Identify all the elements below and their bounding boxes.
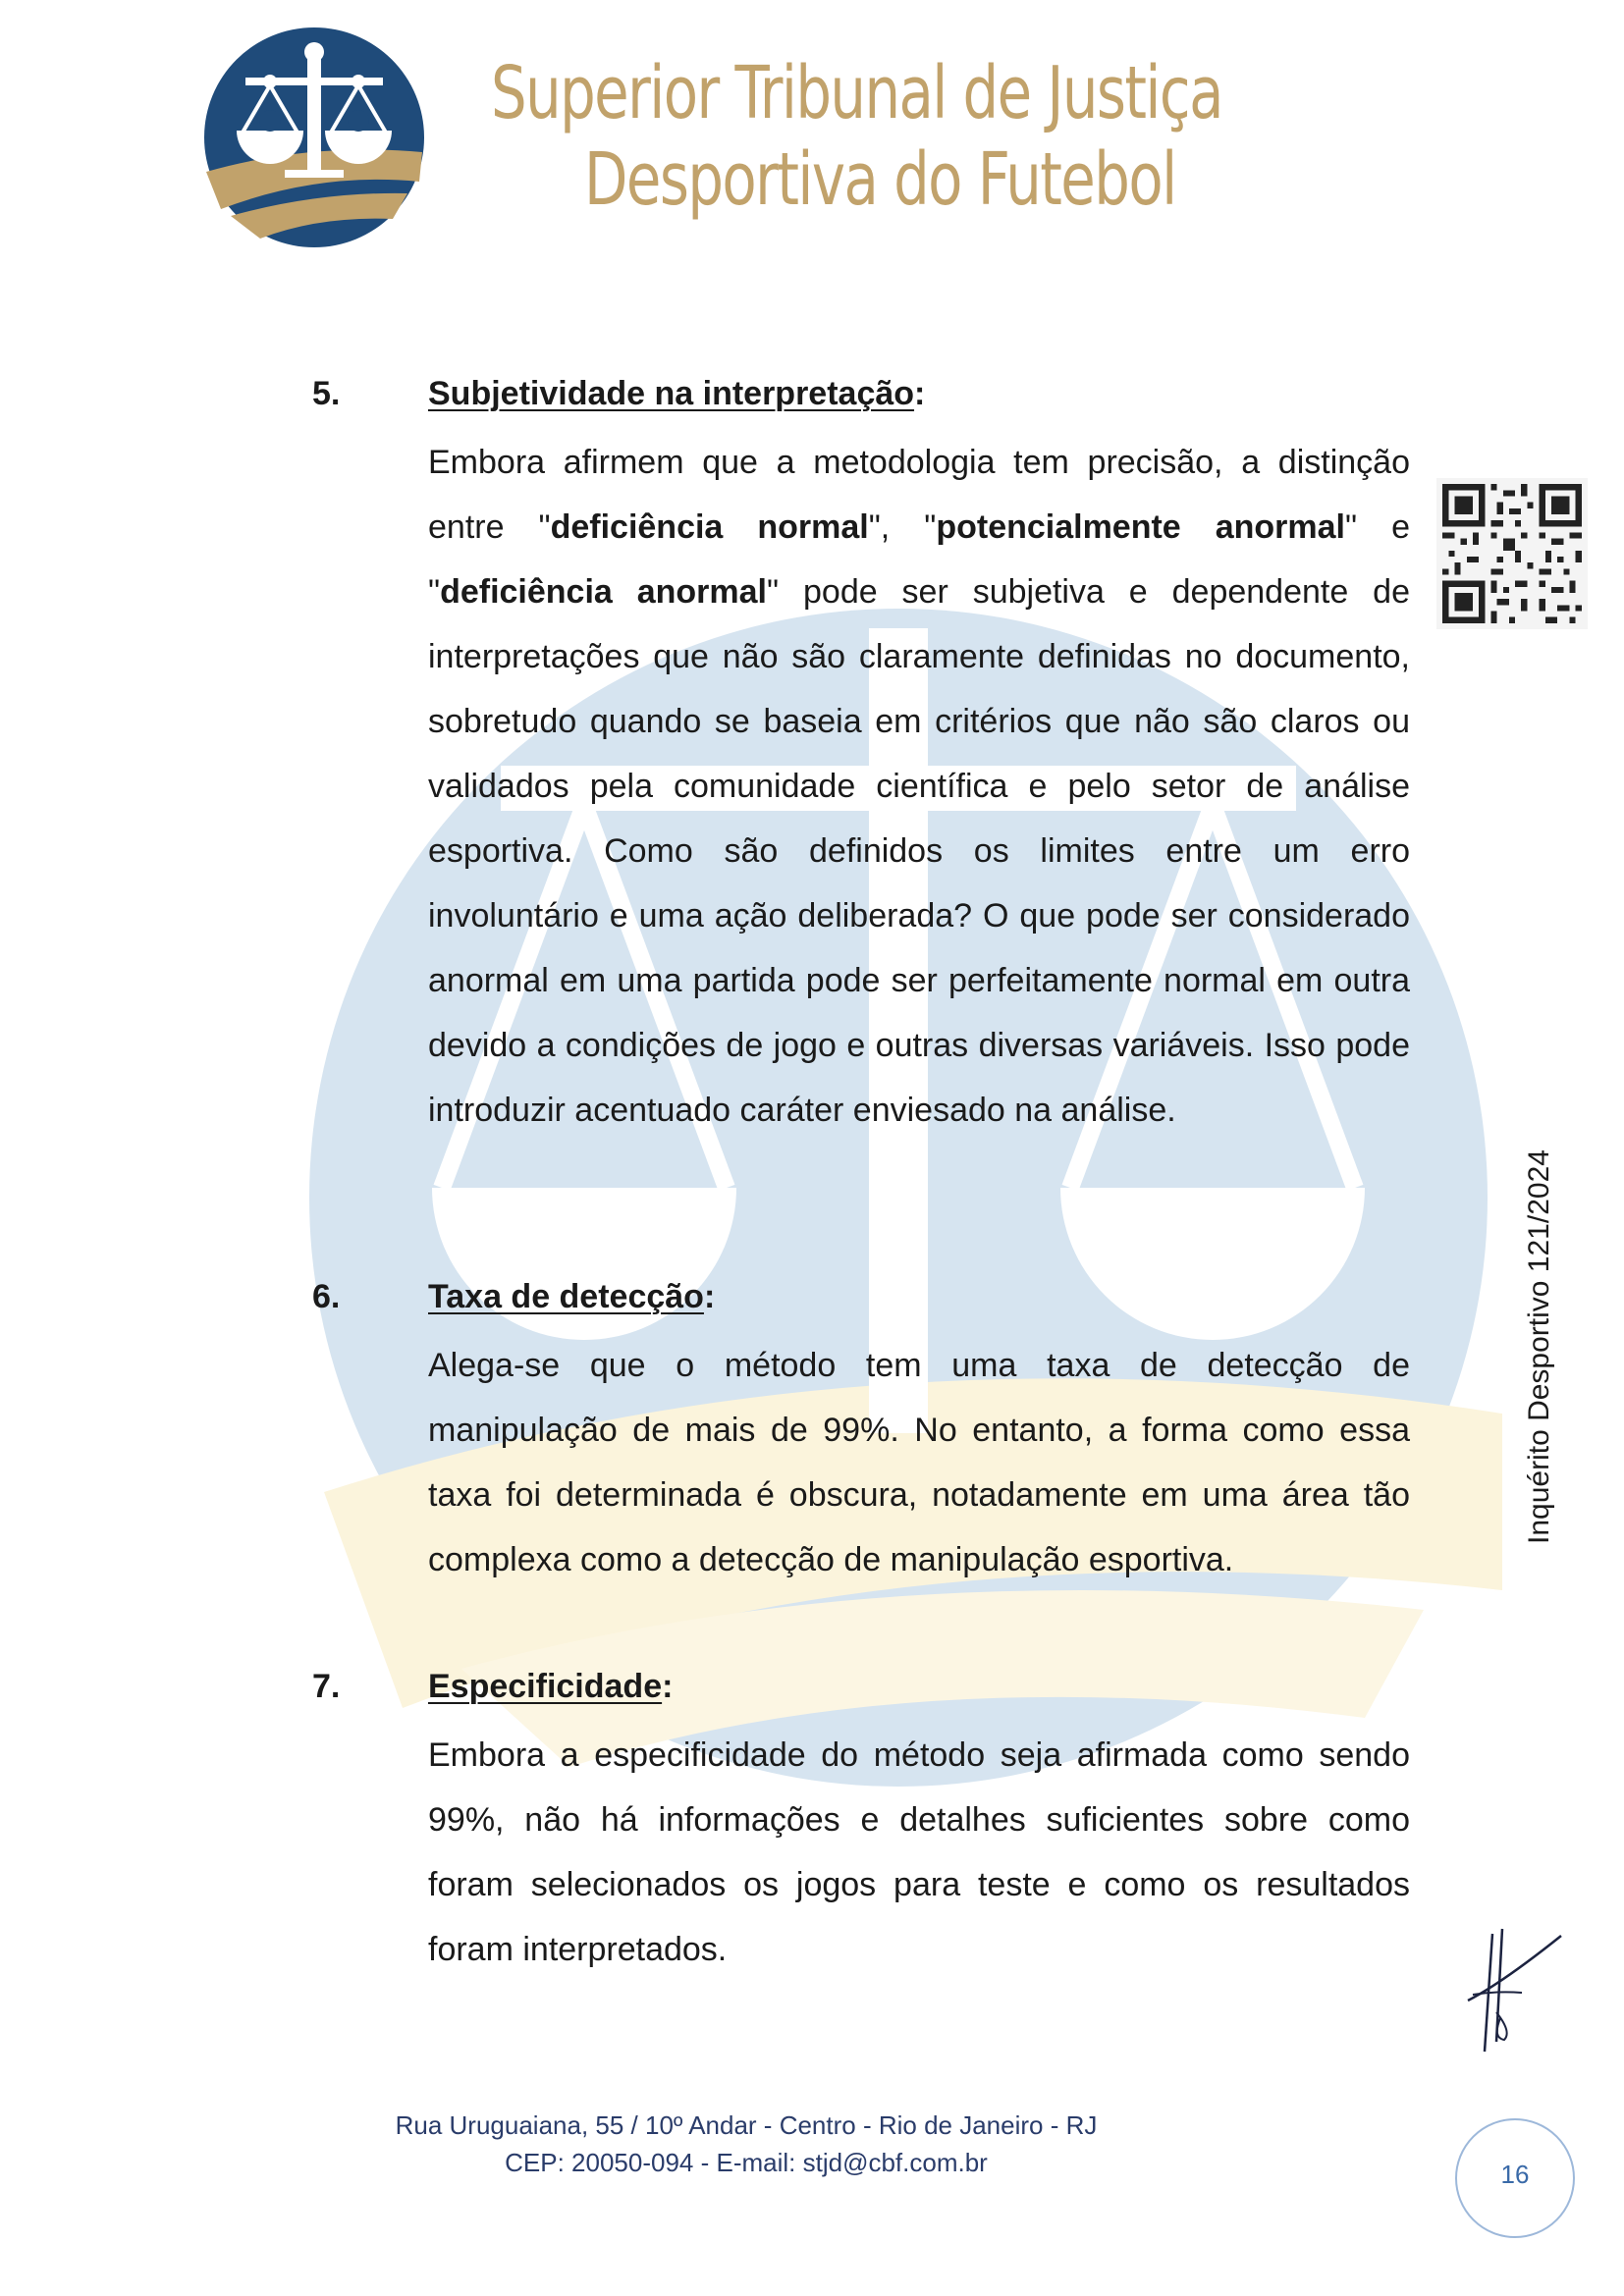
footer-contact: CEP: 20050-094 - E-mail: stjd@cbf.com.br [505, 2148, 988, 2177]
paragraph-text: Embora afirmem que a metodologia tem precisão, a distinção entre " [428, 444, 1410, 546]
section-paragraph [428, 1333, 1410, 1592]
section-heading [428, 1278, 715, 1316]
section-heading-colon: : [662, 1668, 674, 1705]
paragraph-text: " pode ser subjetiva e dependente de interpretações que não são claramente definidas no documento, sobretudo quando se baseia em critérios que não são claros ou validados pela comunidade científica e pelo setor de análise esportiva. Como são definidos os limites entre um erro involuntário e uma ação deliberada? O que pode ser considerado anormal em uma partida pode ser perfeitamente normal em outra devido a condições de jogo e outras diversas variáveis. Isso pode introduzir acentuado caráter enviesado na análise. [428, 573, 1410, 1129]
section-heading [428, 1668, 673, 1706]
inquiry-reference: Inquérito Desportivo 121/2024 [1523, 1149, 1555, 1544]
section-heading [428, 375, 925, 413]
paragraph-bold-term: deficiência anormal [440, 573, 768, 611]
page-number-badge [1455, 2118, 1575, 2238]
paragraph-text: ", " [868, 508, 937, 546]
section-number: 7. [312, 1668, 341, 1705]
signature-icon [1463, 1924, 1571, 2061]
paragraph-bold-term: deficiência normal [550, 508, 869, 546]
footer-address: Rua Uruguaiana, 55 / 10º Andar - Centro - Rio de Janeiro - RJ [395, 2110, 1098, 2140]
section-heading-text: Taxa de detecção [428, 1278, 704, 1315]
section-paragraph [428, 430, 1410, 1143]
section-heading-colon: : [914, 375, 926, 412]
institution-name-line1: Superior Tribunal de Justiça [491, 51, 1222, 135]
paragraph-bold-term: potencialmente anormal [936, 508, 1345, 546]
paragraph-text: Embora a especificidade do método seja afirmada como sendo 99%, não há informações e detalhes suficientes sobre como foram selecionados os jogos para teste e como os resultados foram interpretados. [428, 1736, 1410, 1968]
section-heading-colon: : [703, 1278, 716, 1315]
paragraph-text: Alega-se que o método tem uma taxa de detecção de manipulação de mais de 99%. No entanto, a forma como essa taxa foi determinada é obscura, notadamente em uma área tão complexa como a detecção de manipulação esportiva. [428, 1347, 1410, 1578]
section-number: 5. [312, 375, 341, 412]
section-paragraph [428, 1723, 1410, 1982]
section-number: 6. [312, 1278, 341, 1315]
paragraph-text: " e " [428, 508, 1410, 611]
section-heading-text: Especificidade [428, 1668, 663, 1705]
page-number: 16 [1500, 2160, 1530, 2189]
section-heading-text: Subjetividade na interpretação [428, 375, 915, 412]
institution-name-line2: Desportiva do Futebol [584, 137, 1176, 222]
qr-code-icon [1436, 478, 1588, 629]
scales-of-justice-logo [201, 25, 427, 250]
